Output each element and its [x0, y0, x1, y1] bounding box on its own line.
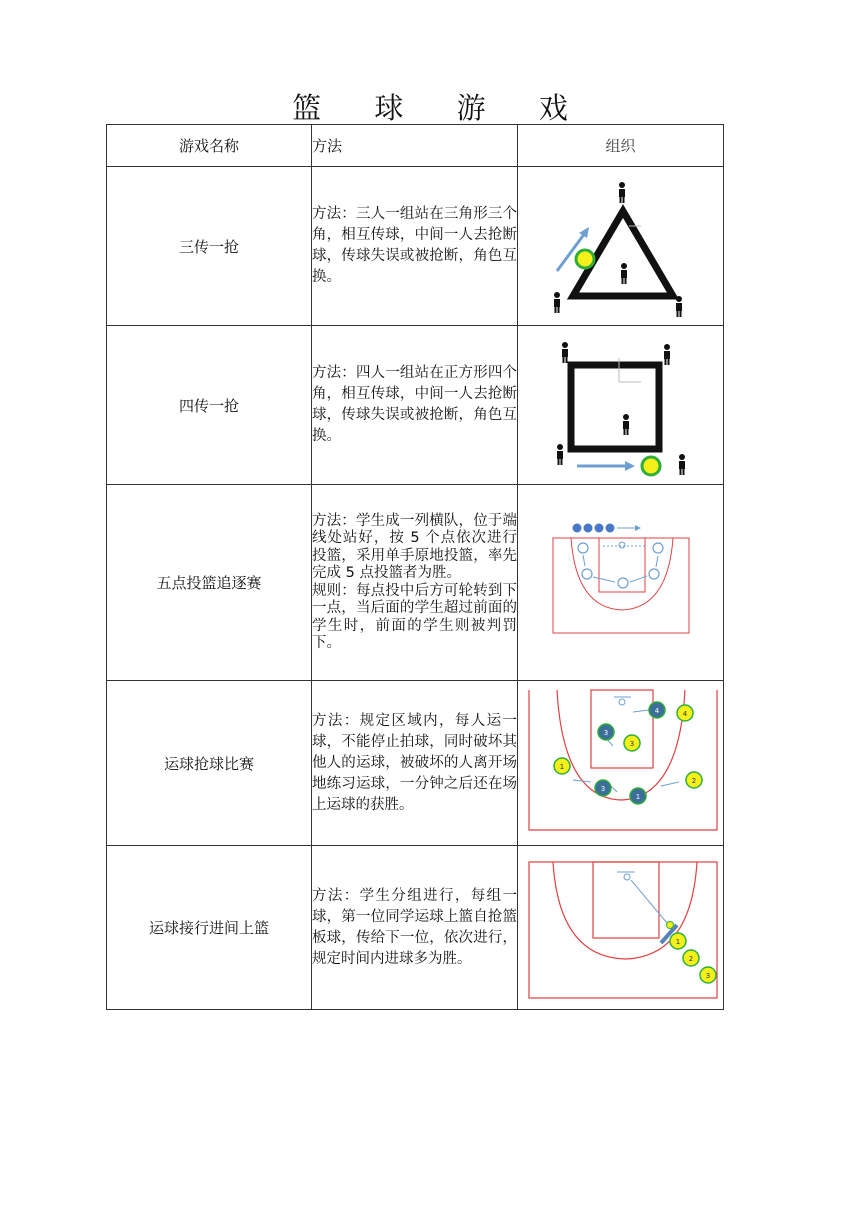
player-number: 4: [654, 707, 659, 715]
player-dot: [605, 523, 614, 532]
player-marker: [598, 724, 614, 740]
player-icon: [554, 292, 560, 313]
games-table: [106, 124, 724, 1010]
player-number: 2: [688, 954, 693, 963]
player-marker: [595, 780, 611, 796]
method-text: 方法：规定区域内，每人运一球，不能停止拍球，同时破坏其他人的运球，被破坏的人离开场地练习运球，一分钟之后还在场上运球的获胜。: [312, 712, 517, 813]
player-marker: [624, 735, 640, 751]
game-name: 运球接行进间上篮: [107, 846, 312, 1010]
game-name: 三传一抢: [107, 167, 312, 326]
player-number: 3: [705, 971, 710, 980]
table-row: [107, 681, 724, 846]
player-icon: [676, 296, 682, 317]
player-icon: [621, 263, 627, 284]
ball-icon: [642, 457, 660, 475]
five-spot-diagram: [518, 485, 724, 681]
player-marker: [683, 950, 699, 966]
player-marker: [670, 933, 686, 949]
method-text: 方法：四人一组站在正方形四个角，相互传球，中间一人去抢断球，传球失误或被抢断，角色互换。: [312, 365, 517, 444]
game-method: [312, 326, 518, 485]
player-marker: [700, 967, 716, 983]
player-icon: [562, 342, 568, 363]
triangle-diagram: [518, 167, 724, 326]
spot-marker: [578, 543, 588, 553]
player-number: 2: [691, 777, 696, 785]
game-name: 四传一抢: [107, 326, 312, 485]
dribble-game-court-diagram: [521, 688, 721, 838]
ball-icon: [576, 250, 594, 268]
rule-text: 规则：每点投中后方可轮转到下一点，当后面的学生超过前面的学生时，前面的学生则被判罚下。: [312, 582, 517, 651]
spot-marker: [653, 543, 663, 553]
player-number: 4: [682, 710, 687, 718]
player-marker: [686, 772, 702, 788]
player-number: 3: [629, 740, 634, 748]
method-text: 方法：学生成一列横队，位于端线处站好，按 5 个点依次进行投篮，采用单手原地投篮，率先完成 5 点投篮者为胜。: [312, 512, 517, 581]
table-row: [107, 485, 724, 681]
game-method: [312, 167, 518, 326]
spot-marker: [618, 578, 628, 588]
method-text: 方法：三人一组站在三角形三个角，相互传球，中间一人去抢断球，传球失误或被抢断，角色互换。: [312, 206, 517, 285]
player-dot: [583, 523, 592, 532]
player-icon: [619, 182, 625, 203]
player-number: 1: [559, 763, 564, 771]
page-title: 篮 球 游 戏: [292, 91, 590, 125]
table-row: [107, 326, 724, 485]
game-method: [312, 681, 518, 846]
spot-marker: [582, 569, 592, 579]
player-number: 1: [635, 793, 640, 801]
spot-marker: [649, 569, 659, 579]
header-org: 组织: [518, 125, 724, 167]
dribble-game-diagram: [518, 681, 724, 846]
player-icon: [679, 454, 685, 475]
five-spot-court-diagram: [521, 508, 721, 658]
player-number: 3: [603, 729, 608, 737]
player-marker: [677, 705, 693, 721]
player-icon: [664, 344, 670, 365]
triangle-drill-diagram: [521, 171, 721, 321]
method-text: 方法：学生分组进行，每组一球，第一位同学运球上篮自抢篮板球，传给下一位，依次进行，规定时间内进球多为胜。: [312, 887, 517, 967]
player-marker: [554, 758, 570, 774]
player-marker: [630, 788, 646, 804]
game-method: [312, 846, 518, 1010]
game-name: 运球抢球比赛: [107, 681, 312, 846]
square-diagram: [518, 326, 724, 485]
layup-diagram: [518, 846, 724, 1010]
player-dot: [572, 523, 581, 532]
header-method: 方法: [312, 125, 518, 167]
table-row: [107, 167, 724, 326]
game-name: 五点投篮追逐赛: [107, 485, 312, 681]
square-drill-diagram: [521, 330, 721, 480]
header-name: 游戏名称: [107, 125, 312, 167]
player-marker: [649, 702, 665, 718]
layup-court-diagram: [521, 853, 721, 1003]
table-row: [107, 846, 724, 1010]
table-header-row: [107, 125, 724, 167]
game-method: [312, 485, 518, 681]
player-number: 3: [600, 785, 605, 793]
player-dot: [594, 523, 603, 532]
player-icon: [557, 444, 563, 465]
player-icon: [623, 414, 629, 435]
player-number: 1: [675, 937, 680, 946]
